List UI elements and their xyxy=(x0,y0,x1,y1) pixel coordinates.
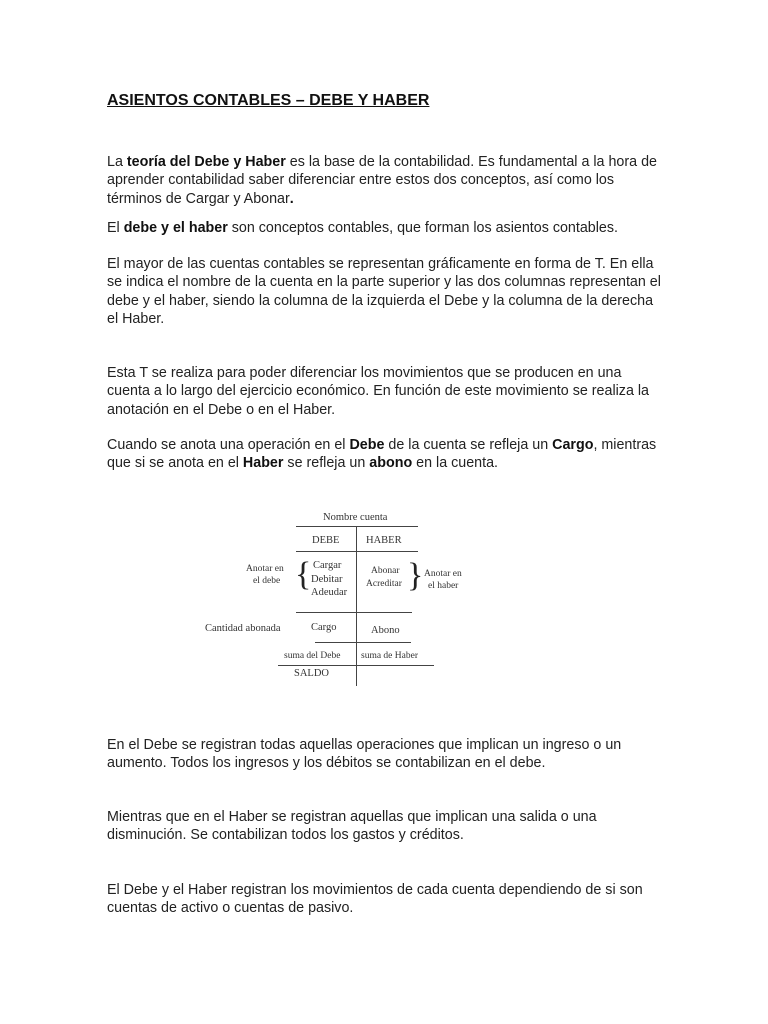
saldo-label: SALDO xyxy=(294,668,330,679)
paragraph-debe-haber xyxy=(107,219,667,237)
lower-line xyxy=(315,642,411,643)
haber-item-acreditar: Acreditar xyxy=(366,579,402,589)
paragraph-mayor: El mayor de las cuentas contables se representan gráficamente en forma de T. En ella se indica el nombre de la cuenta en la parte superior y las dos columnas representan el debe y el haber, siendo la columna de la izquierda el Debe y la columna de la derecha el Haber. xyxy=(107,256,661,327)
text-run: El xyxy=(107,220,124,236)
sum-line xyxy=(278,665,434,666)
bold-text: Haber xyxy=(242,455,284,472)
abono-label: Abono xyxy=(371,625,400,636)
account-name-label: Nombre cuenta xyxy=(323,512,388,523)
paragraph-activo-pasivo: El Debe y el Haber registran los movimientos de cada cuenta dependiendo de si son cuentas de activo o cuentas de pasivo. xyxy=(107,882,643,917)
text-run: La xyxy=(107,154,127,170)
cantidad-abonada-label: Cantidad abonada xyxy=(205,623,281,634)
anotar-haber-note-line1: Anotar en xyxy=(424,569,462,579)
document-title: ASIENTOS CONTABLES – DEBE Y HABER xyxy=(107,92,430,109)
anotar-haber-note-line2: el haber xyxy=(428,581,459,591)
text-run: , mientras que si se anota en el xyxy=(107,437,657,472)
text-run: en la cuenta. xyxy=(412,455,499,472)
suma-debe-label: suma del Debe xyxy=(284,651,341,661)
anotar-debe-note-line2: el debe xyxy=(253,576,281,586)
cargo-label: Cargo xyxy=(311,622,337,633)
mid-line xyxy=(296,612,412,613)
haber-item-abonar: Abonar xyxy=(371,566,400,576)
anotar-debe-note-line1: Anotar en xyxy=(246,564,284,574)
text-run: son conceptos contables, que forman los asientos contables. xyxy=(227,220,619,236)
t-top-line xyxy=(296,526,418,527)
suma-haber-label: suma de Haber xyxy=(361,651,418,661)
right-brace-icon: } xyxy=(407,557,424,594)
text-run: de la cuenta se refleja un xyxy=(384,437,553,453)
paragraph-debe-registro: En el Debe se registran todas aquellas operaciones que implican un ingreso o un aumento. Todos los ingresos y los débitos se contabilizan en el debe. xyxy=(107,737,622,772)
header-underline xyxy=(296,551,418,552)
bold-text: debe y el haber xyxy=(123,220,228,236)
t-account-diagram xyxy=(196,506,466,690)
haber-header: HABER xyxy=(366,535,402,546)
paragraph-forma-t: Esta T se realiza para poder diferenciar los movimientos que se producen en una cuenta a lo largo del ejercicio económico. En función de este movimiento se realiza la anotación en el Debe o en el Haber. xyxy=(107,365,649,418)
bold-text: . xyxy=(289,190,294,207)
bold-text: teoría del Debe y Haber xyxy=(126,154,286,170)
paragraph-cargo-abono xyxy=(107,436,667,473)
text-run: es la base de la contabilidad. Es fundamental a la hora de aprender contabilidad saber diferenciar entre estos dos conceptos, así como los términos de Cargar y Abonar xyxy=(107,154,657,207)
left-brace-icon: { xyxy=(295,556,312,593)
text-run: Cuando se anota una operación en el xyxy=(107,437,350,453)
bold-text: Debe xyxy=(349,437,385,453)
debe-item-debitar: Debitar xyxy=(311,574,343,585)
debe-header: DEBE xyxy=(312,535,340,546)
paragraph-intro xyxy=(107,153,667,208)
text-run: se refleja un xyxy=(283,455,370,472)
t-vertical-line xyxy=(356,526,357,686)
debe-item-adeudar: Adeudar xyxy=(311,587,348,598)
bold-text: Cargo xyxy=(552,437,594,453)
debe-item-cargar: Cargar xyxy=(313,560,342,571)
paragraph-haber-registro: Mientras que en el Haber se registran aquellas que implican una salida o una disminución. Se contabilizan todos los gastos y créditos. xyxy=(107,809,597,844)
bold-text: abono xyxy=(369,455,413,472)
